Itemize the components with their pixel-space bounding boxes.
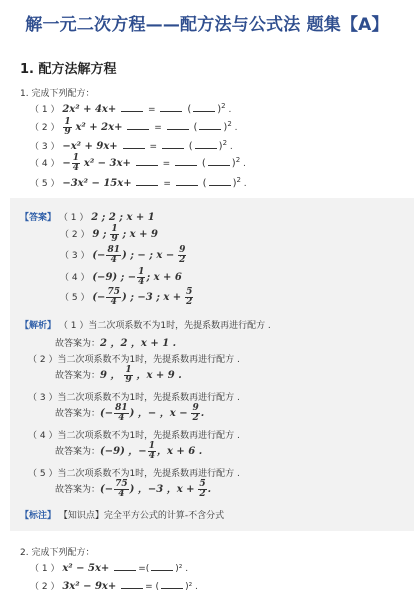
- page-title: 解一元二次方程——配方法与公式法 题集【A】: [25, 15, 389, 35]
- q1-item-4: （ 4 ） − $\frac{1}{4}$ x² − 3x+ = ( )$^2$ .: [30, 153, 246, 173]
- analysis-answer-1: 故答案为：2 ，2 ，x + 1 .: [55, 338, 177, 349]
- note-tag: 【标注】: [20, 511, 57, 521]
- analysis-row-2: （ 2 ）当二次项系数不为1时，先提系数再进行配方 .: [28, 355, 240, 365]
- q2-item-2: （ 2 ） 3x² − 9x+ = ( )² .: [30, 581, 198, 592]
- analysis-row-3: （ 3 ）当二次项系数不为1时，先提系数再进行配方 .: [28, 393, 240, 403]
- analysis-answer-4: 故答案为：(−9) ，− $\frac{1}{4}$ ，x + 6 .: [55, 441, 203, 461]
- note-row: 【标注】 【知识点】完全平方公式的计算-不含分式: [20, 511, 225, 521]
- analysis-row-5: （ 5 ）当二次项系数不为1时，先提系数再进行配方 .: [28, 469, 240, 479]
- answer-row-1: 【答案】 （ 1 ） 2 ; 2 ; x + 1: [20, 212, 155, 223]
- analysis-answer-3: 故答案为：(− $\frac{81}{4}$ ) ，− ，x − $\frac{9}{2}$ .: [55, 403, 205, 423]
- analysis-answer-5: 故答案为：(− $\frac{75}{4}$ ) ，−3 ，x + $\frac{5}{2}$ .: [55, 479, 212, 499]
- question-1-prompt: 1. 完成下列配方：: [20, 89, 95, 99]
- analysis-row-1: 【解析】 （ 1 ）当二次项系数不为1时，先提系数再进行配方 .: [20, 321, 271, 331]
- analysis-tag: 【解析】: [20, 321, 57, 331]
- q2-item-1: （ 1 ） x² − 5x+ =( )² .: [30, 563, 189, 574]
- analysis-answer-2: 故答案为：9 ， $\frac{1}{9}$ ，x + 9 .: [55, 365, 182, 385]
- question-2-prompt: 2. 完成下列配方：: [20, 548, 95, 558]
- q1-item-5: （ 5 ） −3x² − 15x+ = ( )$^2$ .: [30, 176, 247, 189]
- answer-row-3: （ 3 ） (− $\frac{81}{4}$ ) ; − ; x − $\frac{9}{2}$: [60, 245, 186, 265]
- q1-item-1: （ 1 ） 2x² + 4x+ = ( )$^2$ .: [30, 102, 232, 115]
- q1-item-3: （ 3 ） −x² + 9x+ = ( )$^2$ .: [30, 139, 233, 152]
- section-heading: 1. 配方法解方程: [20, 62, 117, 77]
- analysis-row-4: （ 4 ）当二次项系数不为1时，先提系数再进行配方 .: [28, 431, 240, 441]
- q1-item-2: （ 2 ） $\frac{1}{9}$ x² + 2x+ = ( )$^2$ .: [30, 117, 238, 137]
- answer-row-2: （ 2 ） 9 ; $\frac{1}{9}$ ; x + 9: [60, 224, 158, 244]
- answer-tag: 【答案】: [20, 213, 57, 223]
- answer-row-4: （ 4 ） (−9) ; − $\frac{1}{4}$ ; x + 6: [60, 267, 182, 287]
- answer-row-5: （ 5 ） (− $\frac{75}{4}$ ) ; −3 ; x + $\frac{5}{2}$: [60, 287, 193, 307]
